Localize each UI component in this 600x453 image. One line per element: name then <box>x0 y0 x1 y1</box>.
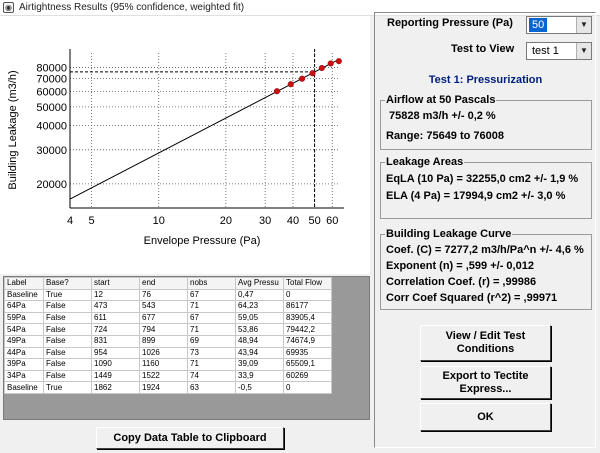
airflow-value: 75828 m3/h +/- 0,2 % <box>389 110 496 122</box>
view-edit-test-conditions-button[interactable] <box>420 325 551 361</box>
table-cell: 724 <box>92 324 140 336</box>
table-cell: 677 <box>140 312 188 324</box>
x-tick-labels <box>67 215 338 227</box>
table-cell: True <box>44 382 92 394</box>
ela-value: ELA (4 Pa) = 17994,9 cm2 +/- 3,0 % <box>386 190 566 202</box>
table-cell: False <box>44 312 92 324</box>
chart-svg <box>0 16 370 274</box>
test-to-view-select[interactable] <box>526 42 592 60</box>
table-cell: 44Pa <box>5 347 44 359</box>
data-point <box>328 61 334 67</box>
table-cell: 64Pa <box>5 301 44 313</box>
table-row[interactable] <box>5 335 332 347</box>
table-cell: False <box>44 301 92 313</box>
copy-data-table-button[interactable]: Copy Data Table to Clipboard <box>96 427 284 449</box>
test-heading: Test 1: Pressurization <box>428 74 543 86</box>
table-row[interactable] <box>5 359 332 371</box>
table-row[interactable] <box>5 289 332 301</box>
table-cell: 1924 <box>140 382 188 394</box>
table-row[interactable] <box>5 312 332 324</box>
leakage-curve-title: Building Leakage Curve <box>386 228 512 240</box>
y-axis-label: Building Leakage (m3/h) <box>7 70 19 190</box>
y-tick-labels <box>36 62 67 190</box>
table-cell: 53,86 <box>236 324 284 336</box>
view-edit-line2: Conditions <box>456 343 515 355</box>
table-row[interactable] <box>5 324 332 336</box>
table-cell: 0 <box>284 289 332 301</box>
table-cell: 64,23 <box>236 301 284 313</box>
ok-button[interactable]: OK <box>420 403 551 431</box>
y-tick-label: 70000 <box>36 73 67 86</box>
table-cell: 33,9 <box>236 370 284 382</box>
table-cell: Baseline <box>5 289 44 301</box>
table-cell: 86177 <box>284 301 332 313</box>
table-cell: 74674,9 <box>284 335 332 347</box>
reporting-pressure-select[interactable] <box>526 16 592 34</box>
data-point <box>299 76 305 82</box>
table-cell: 63 <box>188 382 236 394</box>
table-cell: 611 <box>92 312 140 324</box>
airflow-title: Airflow at 50 Pascals <box>386 94 496 106</box>
x-tick-label: 4 <box>66 215 74 227</box>
column-header[interactable]: start <box>92 278 140 290</box>
x-tick-label: 5 <box>88 215 95 227</box>
table-cell: 954 <box>92 347 140 359</box>
eqla-value: EqLA (10 Pa) = 32255,0 cm2 +/- 1,9 % <box>386 173 579 185</box>
exponent-value: Exponent (n) = ,599 +/- 0,012 <box>386 260 534 272</box>
table-cell: 79442,2 <box>284 324 332 336</box>
table-cell: False <box>44 347 92 359</box>
table-cell: 67 <box>188 289 236 301</box>
corr-squared-value: Corr Coef Squared (r^2) = ,99971 <box>386 292 558 304</box>
view-edit-line1: View / Edit Test <box>445 330 526 342</box>
table-cell: 43,94 <box>236 347 284 359</box>
column-header[interactable]: end <box>140 278 188 290</box>
x-tick-label: 10 <box>152 215 165 227</box>
table-cell: True <box>44 289 92 301</box>
data-point <box>319 65 325 71</box>
table-cell: 899 <box>140 335 188 347</box>
x-tick-label: 30 <box>258 215 272 227</box>
x-tick-label: 50 <box>308 215 321 227</box>
table-cell: 76 <box>140 289 188 301</box>
table-cell: False <box>44 335 92 347</box>
table-cell: False <box>44 324 92 336</box>
table-cell: 69 <box>188 335 236 347</box>
data-point <box>336 58 342 64</box>
column-header[interactable]: Total Flow <box>284 278 332 290</box>
reporting-pressure-label: Reporting Pressure (Pa) <box>387 17 513 29</box>
table-cell: 831 <box>92 335 140 347</box>
table-cell: 54Pa <box>5 324 44 336</box>
table-header <box>5 278 332 290</box>
table-cell: 0 <box>284 382 332 394</box>
x-tick-label: 40 <box>286 215 300 227</box>
table-cell: 69935 <box>284 347 332 359</box>
y-tick-label: 30000 <box>36 144 67 157</box>
x-axis-label: Envelope Pressure (Pa) <box>143 235 261 247</box>
table-cell: 67 <box>188 312 236 324</box>
table-cell: 71 <box>188 359 236 371</box>
leakage-curve-group <box>380 228 592 310</box>
table-cell: 59,05 <box>236 312 284 324</box>
table-cell: False <box>44 370 92 382</box>
table-cell: -0,5 <box>236 382 284 394</box>
chart-grid <box>70 53 340 208</box>
correlation-value: Correlation Coef. (r) = ,99986 <box>386 276 537 288</box>
table-cell: 0,47 <box>236 289 284 301</box>
x-tick-label: 20 <box>219 215 232 227</box>
reporting-pressure-value: 50 <box>529 18 547 32</box>
column-header[interactable]: Label <box>5 278 44 290</box>
table-cell: 794 <box>140 324 188 336</box>
table-cell: 1090 <box>92 359 140 371</box>
table-cell: 1522 <box>140 370 188 382</box>
chevron-down-icon[interactable]: ▼ <box>576 17 591 33</box>
table-cell: 39,09 <box>236 359 284 371</box>
table-cell: 1026 <box>140 347 188 359</box>
table-cell: 83905,4 <box>284 312 332 324</box>
leakage-chart <box>0 16 370 274</box>
table-row[interactable] <box>5 347 332 359</box>
table-row[interactable] <box>5 370 332 382</box>
y-tick-label: 20000 <box>36 178 67 191</box>
data-point <box>288 81 294 87</box>
chart-axes <box>70 49 344 208</box>
y-tick-label: 60000 <box>36 86 67 99</box>
table-cell: 60269 <box>284 370 332 382</box>
data-point <box>274 88 280 94</box>
table-cell: 1862 <box>92 382 140 394</box>
table-cell: 1449 <box>92 370 140 382</box>
export-line2: Express... <box>459 382 512 395</box>
column-header[interactable]: nobs <box>188 278 236 290</box>
column-header[interactable]: Avg Pressu <box>236 278 284 290</box>
leakage-areas-group <box>380 156 592 219</box>
window-title: Airtightness Results (95% confidence, weighted fit) <box>19 2 245 13</box>
table-cell: False <box>44 359 92 371</box>
chevron-down-icon[interactable]: ▼ <box>576 43 591 59</box>
table-body <box>5 289 332 393</box>
table-row[interactable] <box>5 301 332 313</box>
table-cell: 1160 <box>140 359 188 371</box>
table-cell: 49Pa <box>5 335 44 347</box>
table-cell: 48,94 <box>236 335 284 347</box>
x-tick-label: 60 <box>326 215 339 227</box>
table-cell: 71 <box>188 301 236 313</box>
data-table <box>4 277 332 394</box>
data-point <box>310 70 316 76</box>
airflow-range: Range: 75649 to 76008 <box>386 130 505 142</box>
data-table-container[interactable] <box>3 276 370 420</box>
coef-value: Coef. (C) = 7277,2 m3/h/Pa^n +/- 4,6 % <box>386 244 584 256</box>
table-cell: 59Pa <box>5 312 44 324</box>
table-cell: 34Pa <box>5 370 44 382</box>
airflow-group <box>380 94 592 150</box>
column-header[interactable]: Base? <box>44 278 92 290</box>
app-icon: ◉ <box>3 2 14 13</box>
y-tick-label: 80000 <box>36 62 67 75</box>
table-cell: 543 <box>140 301 188 313</box>
y-tick-label: 50000 <box>36 101 67 114</box>
table-cell: 71 <box>188 324 236 336</box>
data-points <box>274 58 341 94</box>
table-row[interactable] <box>5 382 332 394</box>
test-to-view-label: Test to View <box>451 43 515 55</box>
export-line1: Export to Tectite <box>442 369 529 382</box>
table-cell: 65509,1 <box>284 359 332 371</box>
y-tick-label: 40000 <box>36 120 67 133</box>
table-cell: 73 <box>188 347 236 359</box>
table-cell: Baseline <box>5 382 44 394</box>
test-to-view-value: test 1 <box>532 45 559 57</box>
table-cell: 473 <box>92 301 140 313</box>
export-to-tectite-button[interactable] <box>420 366 551 399</box>
table-cell: 74 <box>188 370 236 382</box>
table-cell: 12 <box>92 289 140 301</box>
leakage-areas-title: Leakage Areas <box>386 156 464 168</box>
table-cell: 39Pa <box>5 359 44 371</box>
